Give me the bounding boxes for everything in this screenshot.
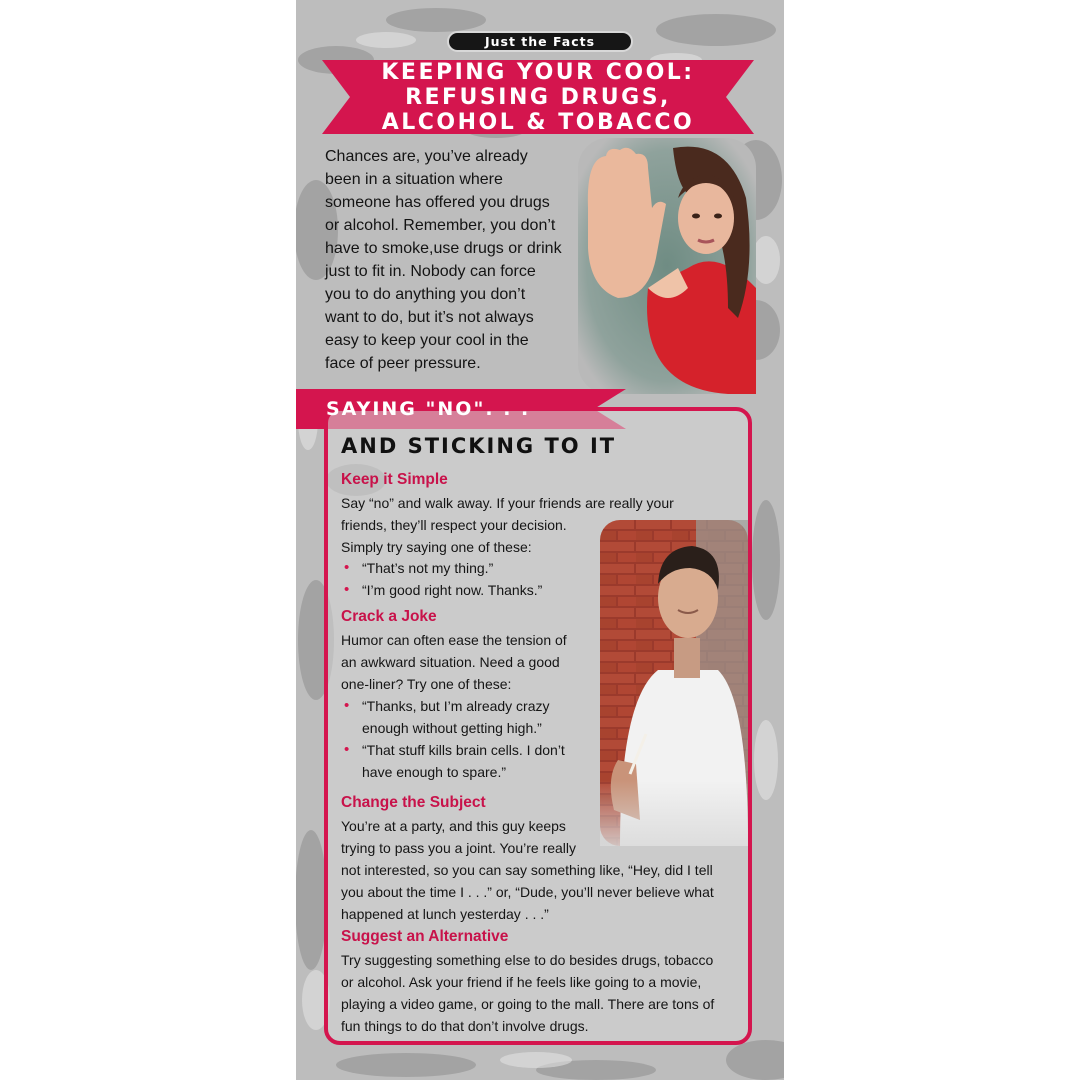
text-line: Try suggesting something else to do besides drugs, tobacco	[341, 952, 714, 968]
text-line: friends, they’ll respect your decision.	[341, 517, 567, 533]
text-line: one-liner? Try one of these:	[341, 676, 512, 692]
section-heading-suggest-an-alternative: Suggest an Alternative	[341, 928, 509, 945]
section-text-change-the-subject	[341, 815, 714, 925]
teen-boy-with-cigarette-photo	[600, 520, 748, 846]
text-line: Say “no” and walk away. If your friends are really your	[341, 495, 674, 511]
bullet-list-keep-it-simple	[344, 557, 542, 601]
bullet-line: • “That’s not my thing.”	[362, 560, 494, 576]
bullet-item	[344, 739, 565, 783]
title-line-2: REFUSING DRUGS,	[405, 84, 671, 110]
intro-line: you to do anything you don’t	[325, 286, 526, 303]
intro-line: easy to keep your cool in the	[325, 332, 529, 349]
text-line: you about the time I . . .” or, “Dude, you’ll never believe what	[341, 884, 714, 900]
intro-line: face of peer pressure.	[325, 355, 481, 372]
bullet-line: enough without getting high.”	[362, 720, 542, 736]
text-line: playing a video game, or going to the mall. There are tons of	[341, 996, 715, 1012]
section-heading-crack-a-joke: Crack a Joke	[341, 608, 437, 625]
sticking-to-it-heading: AND STICKING TO IT	[341, 434, 617, 458]
intro-line: or alcohol. Remember, you don’t	[325, 217, 556, 234]
text-line: not interested, so you can say something like, “Hey, did I tell	[341, 862, 713, 878]
intro-line: Chances are, you’ve already	[325, 148, 528, 165]
intro-paragraph	[325, 145, 575, 375]
bullet-item	[344, 557, 542, 579]
page-title	[344, 60, 732, 134]
title-line-3: ALCOHOL & TOBACCO	[381, 109, 695, 135]
bullet-line: have enough to spare.”	[362, 764, 506, 780]
text-line: an awkward situation. Need a good	[341, 654, 560, 670]
bullet-line: • “Thanks, but I’m already crazy	[362, 698, 550, 714]
text-line: Simply try saying one of these:	[341, 539, 532, 555]
intro-line: have to smoke,use drugs or drink	[325, 240, 562, 257]
section-text-crack-a-joke	[341, 629, 567, 695]
text-line: or alcohol. Ask your friend if he feels like going to a movie,	[341, 974, 702, 990]
section-text-keep-it-simple	[341, 492, 674, 558]
title-line-1: KEEPING YOUR COOL:	[381, 59, 695, 85]
intro-line: been in a situation where	[325, 171, 503, 188]
section-heading-change-the-subject: Change the Subject	[341, 794, 486, 811]
intro-line: just to fit in. Nobody can force	[325, 263, 536, 280]
text-line: fun things to do that don’t involve drugs.	[341, 1018, 589, 1034]
bullet-item	[344, 579, 542, 601]
text-line: You’re at a party, and this guy keeps	[341, 818, 566, 834]
saying-no-heading: SAYING "NO". . .	[326, 398, 531, 420]
section-heading-keep-it-simple: Keep it Simple	[341, 471, 448, 488]
text-line: trying to pass you a joint. You’re really	[341, 840, 577, 856]
section-text-suggest-an-alternative	[341, 949, 714, 1037]
bullet-line: • “That stuff kills brain cells. I don’t	[362, 742, 565, 758]
intro-line: someone has offered you drugs	[325, 194, 550, 211]
just-the-facts-badge: Just the Facts	[447, 31, 633, 52]
bullet-list-crack-a-joke	[344, 695, 565, 783]
intro-line: want to do, but it’s not always	[325, 309, 534, 326]
text-line: happened at lunch yesterday . . .”	[341, 906, 549, 922]
woman-stop-gesture-photo	[578, 138, 756, 394]
bullet-line: • “I’m good right now. Thanks.”	[362, 582, 543, 598]
bullet-item	[344, 695, 565, 739]
text-line: Humor can often ease the tension of	[341, 632, 567, 648]
